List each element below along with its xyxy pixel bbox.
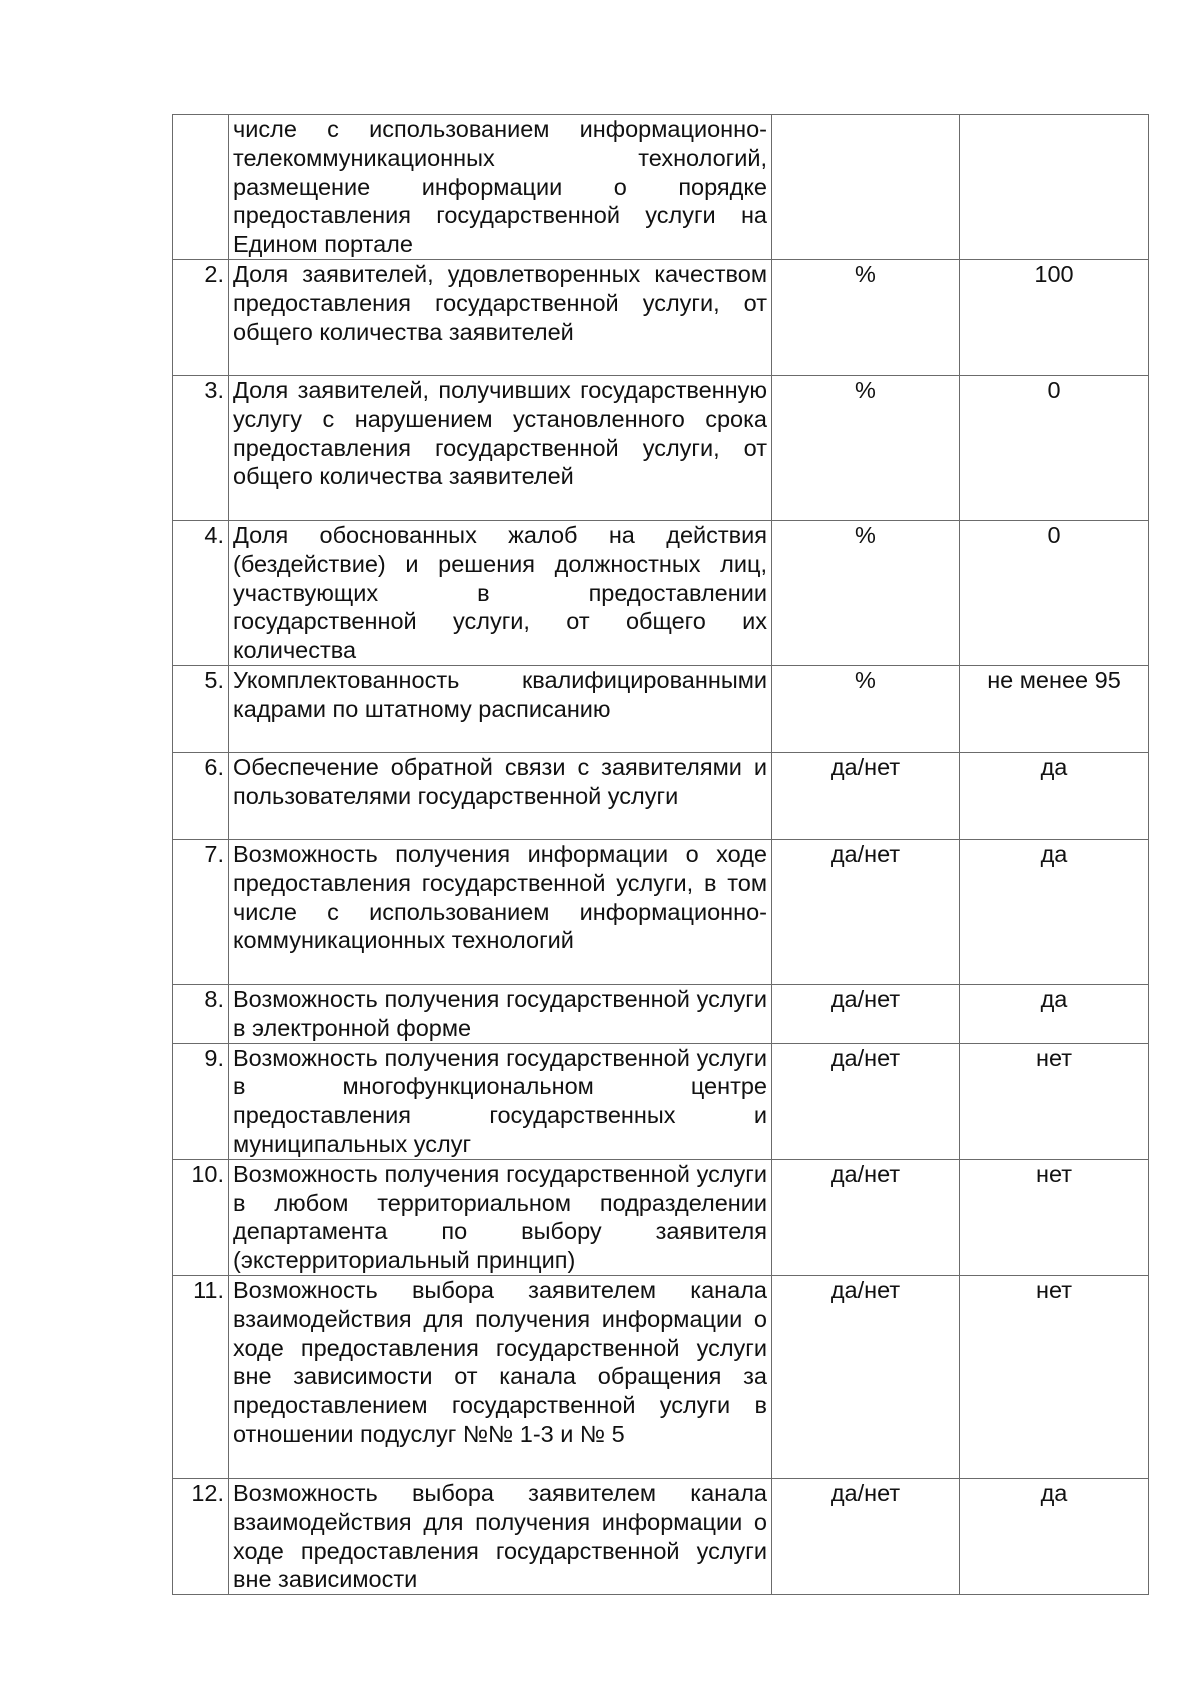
- value-cell: нет: [960, 1159, 1149, 1275]
- value-cell: [960, 115, 1149, 260]
- indicator-text: Возможность получения информации о ходе предоставления государственной услуги, в том числе с использованием информационно-коммуникационных технологий: [229, 839, 772, 984]
- row-number: 11.: [173, 1275, 229, 1478]
- unit-cell: да/нет: [772, 1159, 960, 1275]
- indicator-text: Возможность выбора заявителем канала взаимодействия для получения информации о ходе предоставления государственной услуги вне зависимости от канала обращения за предоставлением государственной услуги в отношении подуслуг №№ 1-3 и № 5: [229, 1275, 772, 1478]
- indicator-text: числе с использованием информационно-телекоммуникационных технологий, размещение информации о порядке предоставления государственной услуги на Едином портале: [229, 115, 772, 260]
- indicator-text: Обеспечение обратной связи с заявителями и пользователями государственной услуги: [229, 752, 772, 839]
- table-row: [173, 665, 1149, 752]
- indicator-text: Доля заявителей, получивших государственную услугу с нарушением установленного срока предоставления государственной услуги, от общего количества заявителей: [229, 375, 772, 520]
- row-number: 9.: [173, 1043, 229, 1159]
- indicator-text: Возможность получения государственной услуги в многофункциональном центре предоставления государственных и муниципальных услуг: [229, 1043, 772, 1159]
- value-cell: да: [960, 839, 1149, 984]
- indicator-text: Возможность получения государственной услуги в электронной форме: [229, 984, 772, 1043]
- table-row: [173, 984, 1149, 1043]
- value-cell: да: [960, 984, 1149, 1043]
- unit-cell: да/нет: [772, 839, 960, 984]
- row-number: 4.: [173, 520, 229, 665]
- row-number: 6.: [173, 752, 229, 839]
- indicator-text: Возможность выбора заявителем канала взаимодействия для получения информации о ходе предоставления государственной услуги вне зависимости: [229, 1478, 772, 1594]
- unit-cell: %: [772, 259, 960, 375]
- value-cell: да: [960, 1478, 1149, 1594]
- unit-cell: да/нет: [772, 984, 960, 1043]
- value-cell: да: [960, 752, 1149, 839]
- value-cell: 100: [960, 259, 1149, 375]
- value-cell: нет: [960, 1043, 1149, 1159]
- unit-cell: %: [772, 520, 960, 665]
- indicator-text: Возможность получения государственной услуги в любом территориальном подразделении департамента по выбору заявителя (экстерриториальный принцип): [229, 1159, 772, 1275]
- row-number: 3.: [173, 375, 229, 520]
- row-number: 8.: [173, 984, 229, 1043]
- table-row: [173, 1043, 1149, 1159]
- table-row: [173, 115, 1149, 260]
- table-row: [173, 752, 1149, 839]
- value-cell: 0: [960, 520, 1149, 665]
- row-number: 5.: [173, 665, 229, 752]
- value-cell: нет: [960, 1275, 1149, 1478]
- row-number: 12.: [173, 1478, 229, 1594]
- row-number: 2.: [173, 259, 229, 375]
- table-row: [173, 1275, 1149, 1478]
- table-row: [173, 1478, 1149, 1594]
- row-number: 7.: [173, 839, 229, 984]
- table-row: [173, 375, 1149, 520]
- table-row: [173, 520, 1149, 665]
- value-cell: не менее 95: [960, 665, 1149, 752]
- table-row: [173, 1159, 1149, 1275]
- unit-cell: да/нет: [772, 1275, 960, 1478]
- row-number: [173, 115, 229, 260]
- unit-cell: да/нет: [772, 752, 960, 839]
- indicators-table: [172, 114, 1149, 1595]
- table-row: [173, 839, 1149, 984]
- indicator-text: Доля обоснованных жалоб на действия (бездействие) и решения должностных лиц, участвующих в предоставлении государственной услуги, от общего их количества: [229, 520, 772, 665]
- row-number: 10.: [173, 1159, 229, 1275]
- unit-cell: [772, 115, 960, 260]
- indicator-text: Доля заявителей, удовлетворенных качеством предоставления государственной услуги, от общего количества заявителей: [229, 259, 772, 375]
- indicator-text: Укомплектованность квалифицированными кадрами по штатному расписанию: [229, 665, 772, 752]
- unit-cell: %: [772, 375, 960, 520]
- unit-cell: да/нет: [772, 1043, 960, 1159]
- table-row: [173, 259, 1149, 375]
- unit-cell: да/нет: [772, 1478, 960, 1594]
- value-cell: 0: [960, 375, 1149, 520]
- unit-cell: %: [772, 665, 960, 752]
